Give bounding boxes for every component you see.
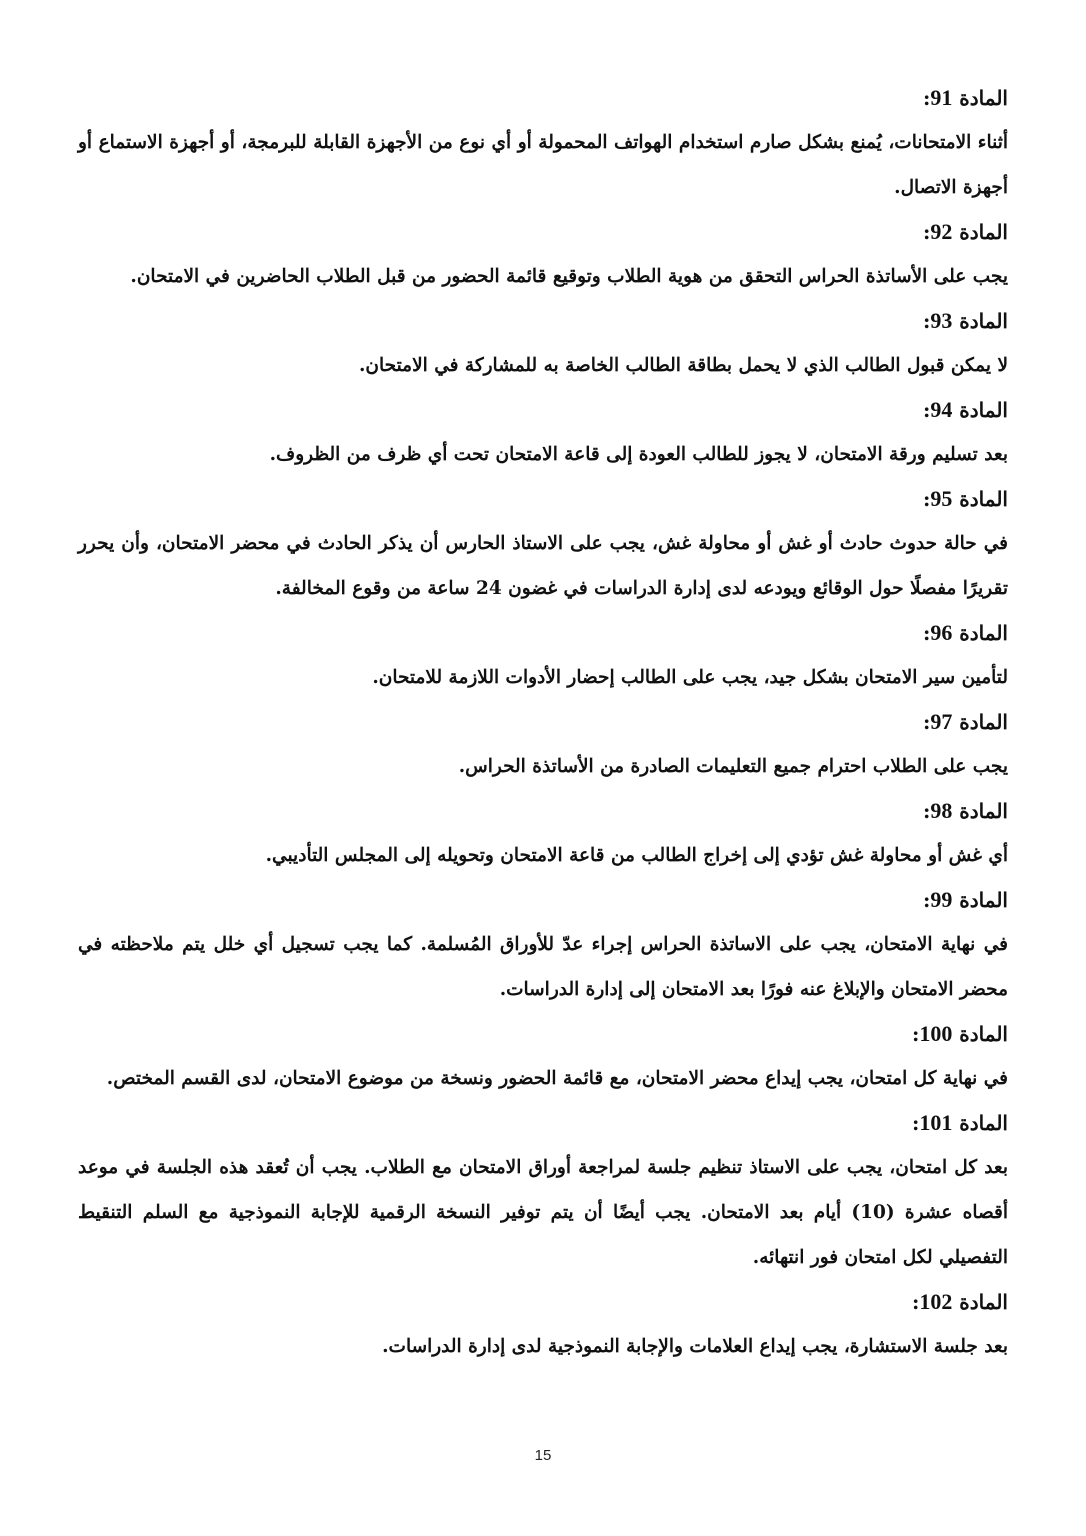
article-97 (78, 700, 1008, 789)
article-text: أي غش أو محاولة غش تؤدي إلى إخراج الطالب من قاعة الامتحان وتحويله إلى المجلس التأديبي. (265, 845, 1008, 866)
article-label: المادة (959, 398, 1008, 422)
article-heading: المادة 96: (922, 620, 1008, 645)
article-label: المادة (959, 1022, 1008, 1046)
article-number: 102 (919, 1289, 953, 1314)
article-number: 91 (930, 85, 953, 110)
article-heading: المادة 93: (922, 308, 1008, 333)
article-text: لا يمكن قبول الطالب الذي لا يحمل بطاقة الطالب الخاصة به للمشاركة في الامتحان. (358, 355, 1008, 376)
article-102 (78, 1280, 1008, 1369)
article-heading: المادة 101: (911, 1110, 1008, 1135)
article-label: المادة (959, 621, 1008, 645)
article-number: 99 (930, 887, 953, 912)
article-100 (78, 1012, 1008, 1101)
article-number: 94 (930, 397, 953, 422)
article-text: في نهاية كل امتحان، يجب إيداع محضر الامتحان، مع قائمة الحضور ونسخة من موضوع الامتحان، لدى القسم المختص. (106, 1068, 1008, 1089)
article-text: في حالة حدوث حادث أو غش أو محاولة غش، يجب على الاستاذ الحارس أن يذكر الحادث في محضر الامتحان، وأن يحرر تقريرًا مفصلًا حول الوقائع ويودعه لدى إدارة الدراسات في غضون 24 ساعة من وقوع المخالفة. (78, 533, 1008, 599)
article-label: المادة (959, 1290, 1008, 1314)
article-101 (78, 1101, 1008, 1280)
article-number: 96 (930, 620, 953, 645)
article-text: في نهاية الامتحان، يجب على الاساتذة الحراس إجراء عدّ للأوراق المُسلمة. كما يجب تسجيل أي خلل يتم ملاحظته في محضر الامتحان والإبلاغ عنه فورًا بعد الامتحان إلى إدارة الدراسات. (78, 934, 1008, 1000)
article-93 (78, 299, 1008, 388)
article-heading: المادة 98: (922, 798, 1008, 823)
article-text: يجب على الأساتذة الحراس التحقق من هوية الطلاب وتوقيع قائمة الحضور من قبل الطلاب الحاضرين في الامتحان. (130, 266, 1008, 287)
article-heading: المادة 92: (922, 219, 1008, 244)
article-label: المادة (959, 86, 1008, 110)
article-92 (78, 210, 1008, 299)
article-label: المادة (959, 710, 1008, 734)
article-98 (78, 789, 1008, 878)
document-page (78, 76, 1008, 1369)
article-number: 93 (930, 308, 953, 333)
article-heading: المادة 97: (922, 709, 1008, 734)
page-number: 15 (534, 1447, 552, 1464)
article-heading: المادة 100: (911, 1021, 1008, 1046)
article-heading: المادة 99: (922, 887, 1008, 912)
article-number: 97 (930, 709, 953, 734)
article-label: المادة (959, 487, 1008, 511)
article-label: المادة (959, 220, 1008, 244)
article-text: بعد كل امتحان، يجب على الاستاذ تنظيم جلسة لمراجعة أوراق الامتحان مع الطلاب. يجب أن تُعقد هذه الجلسة في موعد أقصاه عشرة (10) أيام بعد الامتحان. يجب أيضًا أن يتم توفير النسخة الرقمية للإجابة النموذجية مع السلم التنقيط التفصيلي لكل امتحان فور انتهائه. (78, 1157, 1008, 1268)
article-91 (78, 76, 1008, 210)
article-96 (78, 611, 1008, 700)
article-text: بعد تسليم ورقة الامتحان، لا يجوز للطالب العودة إلى قاعة الامتحان تحت أي ظرف من الظروف. (269, 444, 1008, 465)
article-number: 100 (919, 1021, 953, 1046)
article-number: 95 (930, 486, 953, 511)
article-number: 101 (919, 1110, 953, 1135)
article-label: المادة (959, 1111, 1008, 1135)
article-heading: المادة 91: (922, 85, 1008, 110)
article-95 (78, 477, 1008, 611)
article-text: بعد جلسة الاستشارة، يجب إيداع العلامات والإجابة النموذجية لدى إدارة الدراسات. (382, 1336, 1008, 1357)
article-label: المادة (959, 888, 1008, 912)
article-text: أثناء الامتحانات، يُمنع بشكل صارم استخدام الهواتف المحمولة أو أي نوع من الأجهزة القابلة للبرمجة، أو أجهزة الاستماع أو أجهزة الاتصال. (78, 132, 1008, 198)
article-99 (78, 878, 1008, 1012)
article-text: لتأمين سير الامتحان بشكل جيد، يجب على الطالب إحضار الأدوات اللازمة للامتحان. (372, 667, 1008, 688)
article-heading: المادة 102: (911, 1289, 1008, 1314)
article-text: يجب على الطلاب احترام جميع التعليمات الصادرة من الأساتذة الحراس. (458, 756, 1008, 777)
article-heading: المادة 94: (922, 397, 1008, 422)
article-label: المادة (959, 799, 1008, 823)
article-heading: المادة 95: (922, 486, 1008, 511)
article-number: 92 (930, 219, 953, 244)
article-label: المادة (959, 309, 1008, 333)
article-94 (78, 388, 1008, 477)
article-number: 98 (930, 798, 953, 823)
